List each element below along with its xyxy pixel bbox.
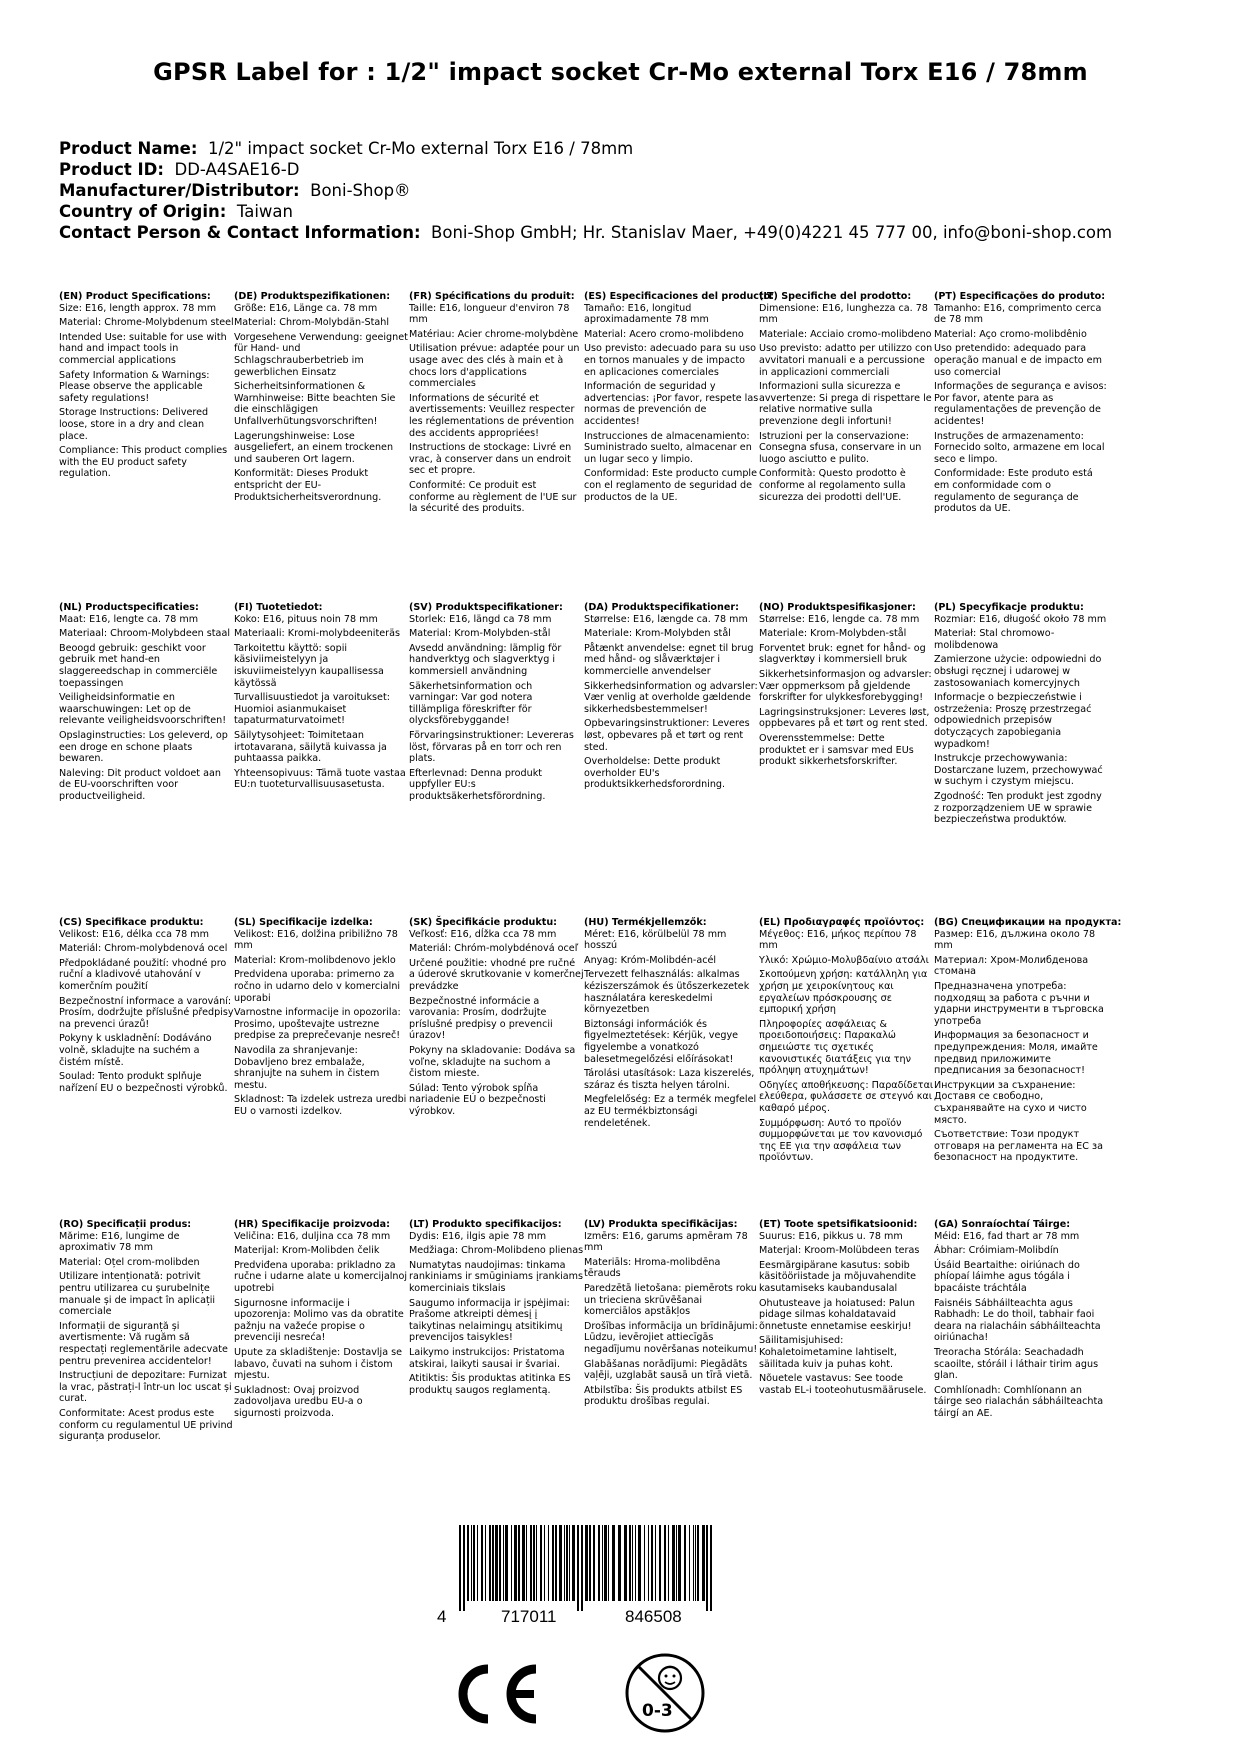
spec-line: Ohutusteave ja hoiatused: Palun pidage silmas kohaldatavaid õnnetuste ennetamise eeskirju! [759, 1297, 915, 1332]
spec-line: Maat: E16, lengte ca. 78 mm [59, 613, 199, 625]
barcode-bar [602, 1525, 603, 1601]
spec-line: Tarkoitettu käyttö: sopii käsiviimeistelyyn ja iskuviimeistelyyn kaupallisessa käytössä [234, 642, 384, 689]
spec-block [584, 1219, 759, 1411]
info-label: Manufacturer/Distributor: [59, 181, 300, 200]
info-row-manufacturer [59, 180, 1112, 201]
spec-heading: (HU) Termékjellemzők: [584, 917, 707, 928]
barcode-bar [503, 1525, 504, 1601]
spec-block [409, 602, 584, 806]
barcode-bar [477, 1525, 478, 1601]
barcode-bar [467, 1525, 469, 1601]
spec-heading: (HR) Specifikacije proizvoda: [234, 1219, 390, 1230]
barcode-bar [651, 1525, 653, 1601]
spec-line: Pokyny na skladovanie: Dodáva sa voľne, skladujte na suchom a čistom mieste. [409, 1044, 576, 1080]
barcode-bar [492, 1525, 494, 1601]
barcode-bar [655, 1525, 656, 1601]
spec-line: Intended Use: suitable for use with hand and impact tools in commercial applications [59, 331, 227, 366]
spec-line: Atitiktis: Šis produktas atitinka ES produktų saugos reglamentą. [409, 1373, 571, 1396]
barcode-bar [604, 1525, 607, 1601]
barcode-bar [585, 1525, 588, 1601]
spec-line: Σκοπούμενη χρήση: κατάλληλη για χρήση με χειροκίνητους και εργαλείων πρόσκρουσης σε εμπορική χρήση [759, 969, 928, 1016]
barcode-bar [485, 1525, 486, 1601]
spec-line: Información de seguridad y advertencias: ¡Por favor, respete las normas de prevención de accidentes! [584, 381, 759, 427]
barcode-bar [706, 1525, 708, 1611]
spec-heading: (ES) Especificaciones del producto: [584, 291, 775, 302]
spec-block [59, 291, 234, 483]
spec-heading: (NO) Produktspesifikasjoner: [759, 602, 916, 613]
spec-line: Instructions de stockage: Livré en vrac, à conserver dans un endroit sec et propre. [409, 442, 572, 477]
spec-block [759, 291, 934, 506]
barcode-bar [495, 1525, 498, 1601]
barcode-bar [618, 1525, 621, 1601]
barcode-bar [632, 1525, 633, 1601]
spec-line: Méid: E16, fad thart ar 78 mm [934, 1230, 1080, 1242]
spec-line: Vorgesehene Verwendung: geeignet für Hand- und Schlagschrauberbetrieb im gewerblichen Einsatz [234, 331, 408, 378]
barcode-bar [463, 1525, 465, 1611]
spec-line: Förvaringsinstruktioner: Levereras löst, förvaras på en torr och ren plats. [409, 729, 574, 765]
spec-line: Material: Chrome-Molybdenum steel [59, 317, 234, 329]
spec-block [759, 1219, 934, 1399]
spec-line: Veiligheidsinformatie en waarschuwingen: Let op de relevante veiligheidsvoorschriften! [59, 692, 227, 727]
spec-line: Soulad: Tento produkt splňuje nařízení EU o bezpečnosti výrobků. [59, 1071, 228, 1094]
barcode-bar [697, 1525, 699, 1601]
spec-block [234, 291, 409, 506]
spec-line: Informações de segurança e avisos: Por favor, atente para as regulamentações de prevenção de acidentes! [934, 381, 1107, 427]
spec-line: Material: Acero cromo-molibdeno [584, 328, 744, 340]
spec-line: Material: Krom-Molybden-stål [409, 628, 551, 640]
spec-line: Úsáid Beartaithe: oiriúnach do phíopaí láimhe agus tógála i bpacáiste tráchtála [934, 1259, 1080, 1294]
spec-line: Påtænkt anvendelse: egnet til brug med hånd- og slåværktøjer i kommercielle anvendelser [584, 642, 754, 677]
spec-block [234, 917, 409, 1121]
spec-line: Overensstemmelse: Dette produktet er i samsvar med EUs produkt sikkerhetsforskrifter. [759, 732, 914, 768]
spec-line: Materjal: Kroom-Molübdeen teras [759, 1245, 920, 1257]
spec-line: Informations de sécurité et avertissements: Veuillez respecter les réglementations de prévention des accidents appropriées! [409, 392, 575, 439]
spec-heading: (EL) Προδιαγραφές προϊόντος: [759, 917, 925, 928]
spec-line: Материал: Хром-Молибденова стомана [934, 954, 1089, 978]
spec-line: Navodila za shranjevanje: Dobavljeno brez embalaže, shranjujte na suhem in čistem mestu. [234, 1044, 380, 1091]
spec-line: Säkerhetsinformation och varningar: Var god notera tillämpliga föreskrifter för olycksförebyggande! [409, 680, 533, 727]
spec-line: Utilizare intenționată: potrivit pentru utilizarea cu șurubelnițe manuale și de impact în aplicații comerciale [59, 1271, 216, 1318]
barcode-bar [612, 1525, 615, 1601]
spec-line: Opbevaringsinstruktioner: Leveres løst, opbevares på et tørt og rent sted. [584, 718, 750, 753]
spec-block [409, 291, 584, 518]
barcode-digits-left: 717011 [501, 1607, 557, 1625]
barcode-bar [644, 1525, 645, 1601]
spec-line: Sikkerhetsinformasjon og advarsler: Vær oppmerksom på gjeldende forskrifter for ulykkesforebygging! [759, 668, 932, 704]
barcode-bar [564, 1525, 565, 1601]
spec-block [234, 602, 409, 794]
barcode-bar [668, 1525, 669, 1601]
spec-line: Lagringsinstruksjoner: Leveres løst, oppbevares på et tørt og rent sted. [759, 706, 930, 730]
spec-line: Sicherheitsinformationen & Warnhinweise: Bitte beachten Sie die einschlägigen Unfallverhütungsvorschriften! [234, 381, 396, 427]
barcode-bar [552, 1525, 554, 1601]
barcode-bar [581, 1525, 583, 1611]
spec-line: Materiał: Stal chromowo-molibdenowa [934, 628, 1055, 651]
barcode-bar [608, 1525, 609, 1601]
info-value: Boni-Shop® [310, 181, 411, 200]
spec-line: Size: E16, length approx. 78 mm [59, 302, 217, 314]
spec-block [934, 1219, 1109, 1423]
barcode-bar [459, 1525, 461, 1611]
barcode-bar [499, 1525, 501, 1601]
barcode-bar [526, 1525, 527, 1601]
spec-line: Pokyny k uskladnění: Dodáváno volně, skladujte na suchém a čistém místě. [59, 1033, 212, 1068]
spec-line: Conformité: Ce produit est conforme au règlement de l'UE sur la sécurité des produits. [409, 479, 577, 515]
spec-line: Medžiaga: Chrom-Molibdeno plienas [409, 1245, 584, 1257]
spec-block [584, 602, 759, 794]
spec-line: Efterlevnad: Denna produkt uppfyller EU:s produktsäkerhetsförordning. [409, 767, 546, 802]
spec-line: Forventet bruk: egnet for hånd- og slagverktøy i kommersiell bruk [759, 642, 926, 666]
barcode-bar [577, 1525, 579, 1611]
info-label: Product ID: [59, 160, 164, 179]
info-row-product-name [59, 138, 1112, 159]
spec-line: Uso previsto: adecuado para su uso en tornos manuales y de impacto en aplicaciones comerciales [584, 343, 756, 378]
info-label: Contact Person & Contact Information: [59, 223, 421, 242]
spec-line: Storlek: E16, längd ca 78 mm [409, 613, 552, 625]
info-value: Taiwan [236, 202, 293, 221]
spec-line: Treoracha Stórála: Seachadadh scaoilte, stóráil i láthair tirim agus glan. [934, 1346, 1099, 1382]
barcode-bar [555, 1525, 557, 1601]
spec-line: Velikost: E16, dolžina pribiližno 78 mm [234, 928, 398, 952]
info-label: Product Name: [59, 139, 198, 158]
spec-line: Comhlíonadh: Comhlíonann an táirge seo rialachán sábháilteachta táirgí an AE. [934, 1384, 1104, 1419]
page-title: GPSR Label for : 1/2" impact socket Cr-Mo external Torx E16 / 78mm [153, 58, 1088, 86]
spec-block [409, 917, 584, 1121]
spec-line: Určené použitie: vhodné pre ručné a úderové skrutkovanie v komerčnej prevádzke [409, 957, 584, 992]
barcode-bar [689, 1525, 690, 1601]
spec-line: Glabāšanas norādījumi: Piegādāts vaļēji, uzglabāt sausā un tīrā vietā. [584, 1358, 753, 1382]
spec-line: Laikymo instrukcijos: Pristatoma atskirai, laikyti sausai ir švariai. [409, 1346, 565, 1370]
spec-line: Upute za skladištenje: Dostavlja se labavo, čuvati na suhom i čistom mjestu. [234, 1346, 403, 1382]
spec-heading: (PL) Specyfikacje produktu: [934, 602, 1084, 613]
spec-line: Zamierzone użycie: odpowiedni do obsługi ręcznej i udarowej w zastosowaniach komercyjnych [934, 654, 1102, 689]
spec-line: Größe: E16, Länge ca. 78 mm [234, 302, 378, 314]
barcode-bar [589, 1525, 591, 1601]
spec-line: Faisnéis Sábháilteachta agus Rabhadh: Le do thoil, tabhair faoi deara na rialacháin sábháilteachta oiriúnacha! [934, 1297, 1101, 1344]
spec-line: Instruções de armazenamento: Fornecido solto, armazene em local seco e limpo. [934, 430, 1105, 465]
spec-line: Skladnost: Ta izdelek ustreza uredbi EU o varnosti izdelkov. [234, 1094, 407, 1117]
spec-line: Matériau: Acier chrome-molybdène [409, 328, 579, 340]
spec-heading: (BG) Спецификации на продукта: [934, 917, 1122, 928]
spec-line: Anyag: Króm-Molibdén-acél [584, 954, 717, 966]
barcode-bar [593, 1525, 595, 1601]
barcode-bar [676, 1525, 677, 1601]
spec-line: Instrucțiuni de depozitare: Furnizat la vrac, păstrați-l într-un loc uscat și curat. [59, 1370, 232, 1405]
spec-line: Lagerungshinweise: Lose ausgeliefert, an einem trockenen und sauberen Ort lagern. [234, 430, 394, 465]
barcode-bar [693, 1525, 694, 1601]
spec-heading: (EN) Product Specifications: [59, 291, 211, 302]
spec-block [59, 917, 234, 1097]
spec-line: Compliance: This product complies with the EU product safety regulation. [59, 445, 228, 480]
ce-mark-icon [452, 1664, 542, 1724]
spec-heading: (NL) Productspecificaties: [59, 602, 199, 613]
barcode-bar [566, 1525, 568, 1601]
spec-line: Naleving: Dit product voldoet aan de EU-voorschriften voor productveiligheid. [59, 767, 221, 802]
spec-line: Bezpečnostné informácie a varovania: Prosím, dodržujte príslušné predpisy o prevencii úrazov! [409, 995, 553, 1042]
spec-line: Material: Aço cromo-molibdênio [934, 328, 1087, 340]
barcode-bar [544, 1525, 545, 1601]
spec-line: Dydis: E16, ilgis apie 78 mm [409, 1230, 547, 1242]
spec-block [234, 1219, 409, 1423]
spec-heading: (GA) Sonraíochtaí Táirge: [934, 1219, 1071, 1230]
spec-line: Инструкции за съхранение: Доставя се свободно, съхранявайте на сухо и чисто място. [934, 1079, 1087, 1126]
spec-line: Instrukcje przechowywania: Dostarczane luzem, przechowywać w suchym i czystym miejscu. [934, 753, 1103, 788]
spec-block [934, 602, 1109, 829]
spec-line: Saugumo informacija ir įspėjimai: Prašome atkreipti dėmesį į taikytinas nelaimingų atsitikimų prevencijos taisykles! [409, 1297, 570, 1344]
barcode-bar [471, 1525, 472, 1601]
spec-heading: (PT) Especificações do produto: [934, 291, 1106, 302]
spec-line: Materiaal: Chroom-Molybdeen staal [59, 628, 230, 640]
spec-line: Πληροφορίες ασφάλειας & προειδοποιήσεις: Παρακαλώ σημειώστε τις σχετικές κανονιστικές διατάξεις για την πρόληψη ατυχημάτων! [759, 1018, 911, 1077]
spec-line: Opslaginstructies: Los geleverd, op een droge en schone plaats bewaren. [59, 729, 228, 765]
spec-line: Materiál: Chrom-molybdenová ocel [59, 943, 228, 955]
spec-line: Veličina: E16, duljina cca 78 mm [234, 1230, 391, 1242]
spec-heading: (RO) Specificații produs: [59, 1219, 192, 1230]
spec-line: Ábhar: Cróimiam-Molibdín [934, 1245, 1059, 1257]
spec-line: Materiale: Krom-Molybden-stål [759, 628, 907, 640]
spec-line: Varnostne informacije in opozorila: Prosimo, upoštevajte ustrezne predpise za preprečevanje nesreč! [234, 1007, 401, 1042]
barcode-bar [648, 1525, 649, 1601]
ean-barcode [437, 1525, 737, 1625]
spec-block [759, 602, 934, 771]
barcode-bar [572, 1525, 575, 1601]
barcode-bar [518, 1525, 520, 1601]
spec-line: Størrelse: E16, lengde ca. 78 mm [759, 613, 920, 625]
info-value: Boni-Shop GmbH; Hr. Stanislav Maer, +49(0)4221 45 777 00, info@boni-shop.com [431, 223, 1113, 242]
spec-line: Conformidade: Este produto está em conformidade com o regulamento de segurança de produtos da UE. [934, 468, 1093, 515]
spec-line: Koko: E16, pituus noin 78 mm [234, 613, 378, 625]
barcode-bar [559, 1525, 562, 1601]
spec-block [934, 291, 1109, 518]
spec-line: Istruzioni per la conservazione: Consegna sfusa, conservare in un luogo asciutto e pulito. [759, 430, 922, 465]
barcode-bar [659, 1525, 661, 1601]
spec-line: Predvidena uporaba: primerno za ročno in udarno delo v komercialni uporabi [234, 969, 401, 1004]
barcode-digit-first: 4 [437, 1607, 447, 1625]
spec-heading: (SK) Špecifikácie produktu: [409, 917, 558, 928]
spec-line: Informazioni sulla sicurezza e avvertenze: Si prega di rispettare le relative normative sulla prevenzione degli infortuni! [759, 381, 932, 427]
spec-line: Biztonsági információk és figyelmeztetések: Kérjük, vegye figyelembe a vonatkozó balesetmegelőzési előírásokat! [584, 1018, 739, 1065]
spec-line: Bezpečnostní informace a varování: Prosím, dodržujte příslušné předpisy na prevenci úrazů! [59, 995, 234, 1030]
barcode-bar [522, 1525, 525, 1601]
barcode-digits-right: 846508 [625, 1607, 682, 1625]
spec-line: Atbilstība: Šis produkts atbilst ES produktu drošības regulai. [584, 1384, 743, 1408]
barcode-bar [505, 1525, 508, 1601]
spec-line: Sikkerhedsinformation og advarsler: Vær venlig at overholde gældende sikkerhedsbestemmelser! [584, 680, 758, 715]
spec-line: Säilitamisjuhised: Kohaletoimetamine lahtiselt, säilitada kuiv ja puhas koht. [759, 1335, 897, 1370]
barcode-bar [710, 1525, 712, 1611]
spec-block [759, 917, 934, 1167]
spec-line: Sukladnost: Ovaj proizvod zadovoljava uredbu EU-a o sigurnosti proizvoda. [234, 1384, 363, 1419]
barcode-bar [624, 1525, 627, 1601]
spec-block [59, 1219, 234, 1446]
spec-line: Utilisation prévue: adaptée pour un usage avec des clés à main et à chocs lors d'applications commerciales [409, 343, 580, 390]
spec-line: Suurus: E16, pikkus u. 78 mm [759, 1230, 903, 1242]
spec-line: Säilytysohjeet: Toimitetaan irtotavarana, säilytä kuivassa ja puhtaassa paikka. [234, 729, 387, 765]
spec-line: Overholdelse: Dette produkt overholder EU's produktsikkerhedsforordning. [584, 756, 726, 791]
spec-line: Materiāls: Hroma-molibdēna tērauds [584, 1256, 721, 1280]
product-info [59, 138, 1112, 243]
spec-heading: (ET) Toote spetsifikatsioonid: [759, 1219, 918, 1230]
barcode-bar [638, 1525, 641, 1601]
spec-line: Storage Instructions: Delivered loose, store in a dry and clean place. [59, 407, 209, 442]
spec-line: Drošības informācija un brīdinājumi: Lūdzu, ievērojiet attiecīgās negadījumu novēršanas noteikumu! [584, 1320, 758, 1355]
spec-block [934, 917, 1122, 1167]
spec-line: Turvallisuustiedot ja varoitukset: Huomioi asianmukaiset tapaturmaturvatoimet! [234, 692, 390, 727]
spec-block [584, 291, 775, 506]
spec-line: Μέγεθος: E16, μήκος περίπου 78 mm [759, 928, 917, 952]
barcode-bar [489, 1525, 491, 1601]
spec-line: Conformidad: Este producto cumple con el reglamento de seguridad de productos de la UE. [584, 468, 757, 503]
spec-block [59, 602, 234, 806]
spec-line: Materiaali: Kromi-molybdeeniteräs [234, 628, 400, 640]
spec-line: Mărime: E16, lungime de aproximativ 78 mm [59, 1230, 180, 1254]
spec-line: Съответствие: Този продукт отговаря на регламента на ЕС за безопасност на продуктите. [934, 1129, 1103, 1164]
barcode-bar [702, 1525, 705, 1601]
info-value: 1/2" impact socket Cr-Mo external Torx E16 / 78mm [207, 139, 634, 158]
spec-heading: (IT) Specifiche del prodotto: [759, 291, 912, 302]
spec-line: Material: Oțel crom-molibden [59, 1256, 200, 1268]
barcode-bar [533, 1525, 535, 1601]
spec-line: Informacje o bezpieczeństwie i ostrzeżenia: Proszę przestrzegać odpowiednich przepisów dotyczących zapobiegania wypadkom! [934, 692, 1092, 750]
spec-block [409, 1219, 584, 1399]
barcode-bar [536, 1525, 537, 1601]
spec-line: Conformitate: Acest produs este conform cu regulamentul UE privind siguranța produselor. [59, 1407, 233, 1443]
spec-line: Předpokládané použití: vhodné pro ruční a kladivové utahování v komerčním použití [59, 957, 227, 992]
spec-line: Συμμόρφωση: Αυτό το προϊόν συμμορφώνεται με τον κανονισμό της ΕΕ για την ασφάλεια των προϊόντων. [759, 1117, 923, 1164]
barcode-bar [684, 1525, 686, 1601]
spec-heading: (DA) Produktspecifikationer: [584, 602, 739, 613]
spec-line: Предназначена употреба: подходящ за работа с ръчни и ударни инструменти в търговска употреба [934, 980, 1104, 1027]
barcode-bar [511, 1525, 512, 1601]
age-label: 0-3 [642, 1701, 673, 1721]
info-row-country [59, 201, 1112, 222]
barcode-bar [569, 1525, 570, 1601]
barcode-bar [678, 1525, 681, 1601]
spec-line: Tamanho: E16, comprimento cerca de 78 mm [934, 302, 1102, 326]
spec-heading: (LV) Produkta specifikācijas: [584, 1219, 738, 1230]
info-row-contact [59, 222, 1112, 243]
spec-line: Dimensione: E16, lunghezza ca. 78 mm [759, 302, 928, 326]
spec-line: Tamaño: E16, longitud aproximadamente 78 mm [584, 302, 709, 326]
spec-line: Υλικό: Χρώμιο-Μολυβδαίνιο ατσάλι [759, 954, 929, 966]
barcode-bar [540, 1525, 542, 1601]
spec-line: Numatytas naudojimas: tinkama rankiniams ir smūginiams įrankiams komerciniais tikslais [409, 1259, 584, 1294]
spec-line: Konformität: Dieses Produkt entspricht der EU-Produktsicherheitsverordnung. [234, 468, 382, 503]
spec-line: Velikost: E16, délka cca 78 mm [59, 928, 209, 940]
spec-line: Instrucciones de almacenamiento: Suministrado suelto, almacenar en un lugar seco y limpio. [584, 430, 752, 465]
spec-line: Safety Information & Warnings: Please observe the applicable safety regulations! [59, 369, 210, 404]
spec-line: Tervezett felhasználás: alkalmas kéziszerszámok és ütőszerkezetek használatára kereskedelmi környezetben [584, 969, 750, 1016]
spec-line: Predviđena uporaba: prikladno za ručne i udarne alate u komercijalnoj upotrebi [234, 1259, 408, 1294]
not-for-children-0-3-icon [622, 1650, 708, 1736]
spec-line: Rozmiar: E16, długość około 78 mm [934, 613, 1107, 625]
spec-heading: (FR) Spécifications du produit: [409, 291, 575, 302]
spec-line: Eesmärgipärane kasutus: sobib käsitööriistade ja mõjuvahendite kasutamiseks kaubandusalal [759, 1259, 916, 1294]
spec-line: Materijal: Krom-Molibden čelik [234, 1245, 380, 1257]
spec-line: Zgodność: Ten produkt jest zgodny z rozporządzeniem UE w sprawie bezpieczeństwa produktów. [934, 790, 1102, 826]
barcode-bar [672, 1525, 675, 1601]
spec-line: Conformità: Questo prodotto è conforme al regolamento sulla sicurezza dei prodotti dell'UE. [759, 468, 906, 503]
spec-line: Størrelse: E16, længde ca. 78 mm [584, 613, 748, 625]
spec-line: Sigurnosne informacije i upozorenja: Molimo vas da obratite pažnju na važeće propise o prevenciji nesreća! [234, 1297, 404, 1344]
spec-heading: (LT) Produkto specifikacijos: [409, 1219, 562, 1230]
spec-block [584, 917, 759, 1132]
spec-line: Avsedd användning: lämplig för handverktyg och slagverktyg i kommersiell användning [409, 642, 562, 677]
spec-line: Οδηγίες αποθήκευσης: Παραδίδεται ελεύθερα, φυλάσσετε σε στεγνό και καθαρό μέρος. [759, 1079, 934, 1114]
barcode-bar [635, 1525, 636, 1601]
barcode-bar [664, 1525, 666, 1601]
spec-line: Súlad: Tento výrobok spĺňa nariadenie EÚ o bezpečnosti výrobkov. [409, 1082, 546, 1117]
spec-heading: (CS) Specifikace produktu: [59, 917, 204, 928]
spec-line: Информация за безопасност и предупреждения: Моля, имайте предвид приложимите предписания за безопасност! [934, 1030, 1098, 1077]
barcode-bar [695, 1525, 696, 1601]
spec-line: Uso previsto: adatto per utilizzo con avvitatori manuali e a percussione in applicazioni commerciali [759, 343, 933, 378]
spec-line: Megfelelőség: Ez a termék megfelel az EU termékbiztonsági rendeletének. [584, 1094, 757, 1129]
barcode-bar [481, 1525, 483, 1601]
spec-heading: (DE) Produktspezifikationen: [234, 291, 391, 302]
spec-line: Materiale: Acciaio cromo-molibdeno [759, 328, 932, 340]
spec-line: Tárolási utasítások: Laza kiszerelés, száraz és tiszta helyen tárolni. [584, 1068, 755, 1091]
spec-line: Méret: E16, körülbelül 78 mm hosszú [584, 928, 727, 952]
spec-line: Paredzētā lietošana: piemērots roku un trieciena skrūvēšanai komerciālos apstākļos [584, 1282, 757, 1318]
barcode-bar [548, 1525, 549, 1601]
spec-line: Materiál: Chróm-molybdénová oceľ [409, 943, 579, 955]
barcode-bar [629, 1525, 631, 1601]
spec-line: Informații de siguranță și avertismente: Vă rugăm să respectați reglementările adecvate pentru prevenirea accidentelor! [59, 1320, 228, 1367]
barcode-bar [473, 1525, 475, 1601]
spec-line: Uso pretendido: adequado para operação manual e de impacto em uso comercial [934, 343, 1102, 378]
spec-line: Material: Chrom-Molybdän-Stahl [234, 317, 390, 329]
spec-line: Material: Krom-molibdenovo jeklo [234, 954, 396, 966]
spec-heading: (SV) Produktspecifikationer: [409, 602, 563, 613]
barcode-bar [598, 1525, 600, 1601]
spec-line: Размер: E16, дължина около 78 mm [934, 928, 1096, 952]
spec-line: Beoogd gebruik: geschikt voor gebruik met hand-en slaggereedschap in commerciële toepassingen [59, 642, 218, 689]
barcode-bar [530, 1525, 532, 1601]
info-value: DD-A4SAE16-D [174, 160, 300, 179]
spec-line: Izmērs: E16, garums apmēram 78 mm [584, 1230, 748, 1254]
info-label: Country of Origin: [59, 202, 227, 221]
spec-line: Veľkosť: E16, dĺžka cca 78 mm [409, 928, 557, 940]
spec-line: Yhteensopivuus: Tämä tuote vastaa EU:n tuoteturvallisuusasetusta. [234, 767, 406, 791]
spec-heading: (SL) Specifikacije izdelka: [234, 917, 373, 928]
spec-line: Materiale: Krom-Molybden stål [584, 628, 731, 640]
spec-line: Nõuetele vastavus: See toode vastab EL-i tooteohutusmäärusele. [759, 1373, 927, 1396]
info-row-product-id [59, 159, 1112, 180]
barcode-bar [514, 1525, 517, 1601]
spec-line: Taille: E16, longueur d'environ 78 mm [409, 302, 570, 326]
spec-heading: (FI) Tuotetiedot: [234, 602, 323, 613]
